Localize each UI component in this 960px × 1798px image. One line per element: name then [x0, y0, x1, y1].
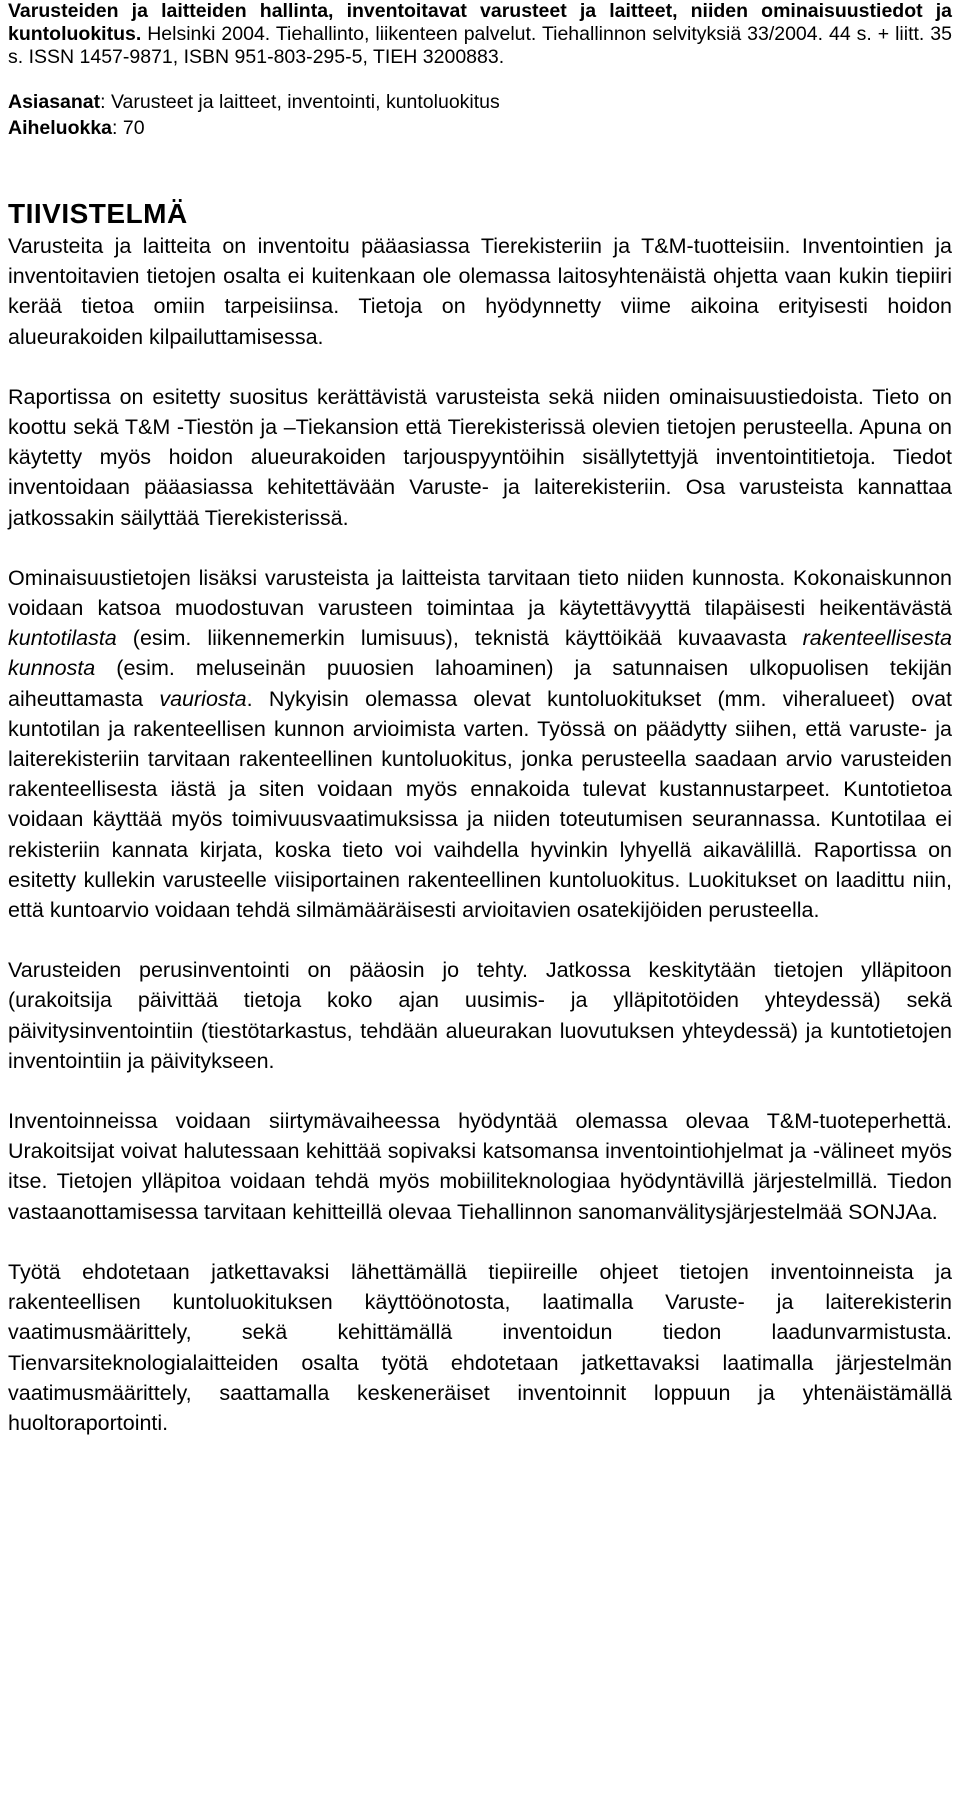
- paragraph-6: Työtä ehdotetaan jatkettavaksi lähettämällä tiepiireille ohjeet tietojen inventoinneista ja rakenteellisen kuntoluokituksen käyttöönotosta, laatimalla Varuste- ja laiterekisterin vaatimusmäärittely, sekä kehittämällä inventoidun tiedon laadunvarmistusta. Tienvarsiteknologialaitteiden osalta työtä ehdotetaan jatkettavaksi laatimalla järjestelmän vaatimusmäärittely, saattamalla keskeneräiset inventoinnit loppuun ja yhtenäistämällä huoltoraportointi.: [8, 1259, 952, 1435]
- category-value: : 70: [112, 117, 145, 139]
- paragraph-5: Inventoinneissa voidaan siirtymävaiheessa hyödyntää olemassa olevaa T&M-tuoteperhettä. Urakoitsijat voivat halutessaan kehittää sopivaksi katsomansa inventointiohjelmat ja -välineet myös itse. Tietojen ylläpitoa voidaan tehdä myös mobiiliteknologiaa hyödyntävillä järjestelmillä. Tiedon vastaanottamisessa tarvitaan kehitteillä olevaa Tiehallinnon sanomanvälitysjärjestelmää SONJAa.: [8, 1109, 952, 1224]
- paragraph-3-part-b: (esim. liikennemerkin lumisuus), teknistä käyttöikää kuvaavasta: [116, 626, 803, 651]
- section-heading: TIIVISTELMÄ: [8, 198, 188, 229]
- keywords-label: Asiasanat: [8, 91, 101, 113]
- category-line: [8, 115, 952, 141]
- paragraph-3-part-c: (esim. meluseinän puuosien lahoaminen) ja satunnaisen ulkopuolisen tekijän aiheuttamasta: [8, 656, 952, 711]
- citation: [8, 0, 952, 69]
- metadata: [8, 89, 952, 141]
- paragraph-spacer: [8, 1076, 952, 1106]
- paragraph-spacer: [8, 1227, 952, 1257]
- citation-title: Varusteiden ja laitteiden hallinta, inventoitavat varusteet ja laitteet, niiden ominaisuustiedot ja kuntoluokitus.: [8, 0, 952, 45]
- paragraph-spacer: [8, 533, 952, 563]
- paragraph-4: Varusteiden perusinventointi on pääosin jo tehty. Jatkossa keskitytään tietojen ylläpitoon (urakoitsija päivittää tietoja koko ajan uusimis- ja ylläpitotöiden yhteydessä) sekä päivitysinventointiin (tiestötarkastus, tehdään alueurakan luovutuksen yhteydessä) ja kuntotietojen inventointiin ja päivitykseen.: [8, 958, 952, 1073]
- category-label: Aiheluokka: [8, 117, 113, 139]
- term-vaurio: vauriosta: [159, 686, 247, 711]
- paragraph-3-part-d: . Nykyisin olemassa olevat kuntoluokitukset (mm. viheralueet) ovat kuntotilan ja rakenteellisen kunnon arvioimista varten. Työssä on päädytty siihen, että varuste- ja laiterekisteriin tarvitaan rakenteellinen kuntoluokitus, jonka perusteella saadaan arvio varusteiden rakenteellisesta iästä ja siten voidaan myös ennakoida tulevat kustannustarpeet. Kuntotietoa voidaan käyttää myös toimivuusvaatimuksissa ja niiden toteutumisen seurannassa. Kuntotilaa ei rekisteriin kannata kirjata, koska tieto voi vaihdella hyvinkin lyhyellä aikavälillä. Raportissa on esitetty kullekin varusteelle viisiportainen rakenteellinen kuntoluokitus. Luokitukset on laadittu niin, että kuntoarvio voidaan tehdä silmämääräisesti arvioitavien osatekijöiden perusteella.: [8, 686, 953, 923]
- citation-details: Helsinki 2004. Tiehallinto, liikenteen palvelut. Tiehallinnon selvityksiä 33/2004. 44 s. + liitt. 35 s. ISSN 1457-9871, ISBN 951-803-295-5, TIEH 3200883.: [8, 23, 952, 68]
- paragraph-2: Raportissa on esitetty suositus kerättävistä varusteista sekä niiden ominaisuustiedoista. Tieto on koottu sekä T&M -Tiestön ja –Tiekansion että Tierekisterissä olevien tietojen perusteella. Apuna on käytetty myös hoidon alueurakoiden tarjouspyyntöihin sisällytettyjä inventointitietoja. Tiedot inventoidaan pääasiassa kehitettävään Varuste- ja laiterekisteriin. Osa varusteista kannattaa jatkossakin säilyttää Tierekisterissä.: [8, 384, 952, 530]
- paragraph-3-part-a: Ominaisuustietojen lisäksi varusteista ja laitteista tarvitaan tieto niiden kunnosta. Kokonaiskunnon voidaan katsoa muodostuvan varusteen toimintaa ja käytettävyyttä tilapäisesti heikentävästä: [8, 565, 952, 621]
- term-kuntotila: kuntotilasta: [8, 626, 117, 651]
- paragraph-spacer: [8, 352, 952, 382]
- paragraph-1: Varusteita ja laitteita on inventoitu pääasiassa Tierekisteriin ja T&M-tuotteisiin. Inventointien ja inventoitavien tietojen osalta ei kuitenkaan ole olemassa laitosyhtenäistä ohjetta vaan kukin tiepiiri kerää tietoa omiin tarpeisiinsa. Tietoja on hyödynnetty viime aikoina erityisesti hoidon alueurakoiden kilpailuttamisessa.: [8, 234, 952, 349]
- keywords-line: [8, 89, 952, 115]
- keywords-value: : Varusteet ja laitteet, inventointi, kuntoluokitus: [100, 91, 500, 113]
- paragraph-3: [8, 563, 952, 925]
- paragraph-spacer: [8, 925, 952, 955]
- term-rakenteellinen-kunto: rakenteellisesta kunnosta: [8, 626, 952, 681]
